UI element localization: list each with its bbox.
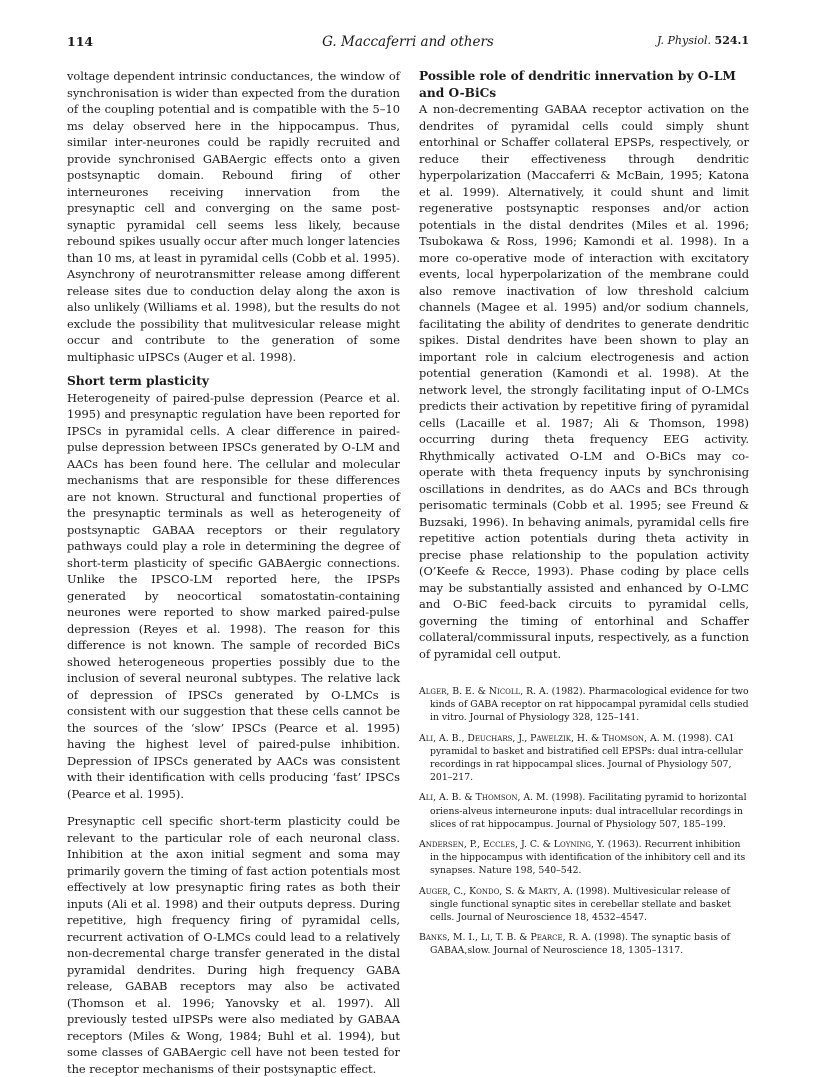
reference-entry [419,931,749,957]
running-title: G. Maccaferri and others [322,34,494,50]
body-paragraph: A non-decrementing GABAA receptor activation on the dendrites of pyramidal cells could simply shunt entorhinal or Schaffer collateral EPSPs, respectively, or reduce their effectiveness through dendritic hyperpolarization (Maccaferri & McBain, 1995; Katona et al. 1999). Alternatively, it could shunt and limit regenerative postsynaptic responses and/or action potentials in the distal dendrites (Miles et al. 1996; Tsubokawa & Ross, 1996; Kamondi et al. 1998). In a more co-operative mode of interaction with excitatory events, local hyperpolarization of the membrane could also remove inactivation of low threshold calcium channels (Magee et al. 1995) and/or sodium channels, facilitating the ability of dendrites to generate dendritic spikes. Distal dendrites have been shown to play an important role in calcium electrogenesis and action potential generation (Kamondi et al. 1998). At the network level, the strongly facilitating input of O-LMCs predicts their activation by repetitive firing of pyramidal cells (Lacaille et al. 1987; Ali & Thomson, 1998) occurring during theta frequency EEG activity. Rhythmically activated O-LM and O-BiCs may co-operate with theta frequency inputs by synchronising oscillations in dendrites, as do AACs and BCs through perisomatic terminals (Cobb et al. 1995; see Freund & Buzsaki, 1996). In behaving animals, pyramidal cells fire repetitive action potentials during theta activity in precise phase relationship to the population activity (O’Keefe & Recce, 1993). Phase coding by place cells may be substantially assisted and enhanced by O-LMC and O-BiC feed-back circuits to pyramidal cells, governing the timing of entorhinal and Schaffer collateral/commissural inputs, respectively, as a function of pyramidal cell output. [419,102,749,661]
reference-authors: Ali, A. B., Deuchars, J., Pawelzik, H. & Thomson, A. M. [419,732,676,744]
journal-volume: 524.1 [714,34,749,47]
reference-entry [419,885,749,925]
reference-details: (1998). Facilitating pyramid to horizontal oriens-alveus interneurone inputs: dual intracellular recordings in slices of rat hippocampus. Journal of Physiology 507, 185–199. [430,792,747,830]
left-column [67,68,400,1077]
reference-list [419,685,749,965]
reference-entry [419,685,749,725]
journal-reference [657,34,749,47]
reference-details: (1998). The synaptic basis of GABAA,slow. Journal of Neuroscience 18, 1305–1317. [430,932,730,957]
right-column [419,68,749,662]
body-paragraph: Presynaptic cell specific short-term plasticity could be relevant to the particular role of each neuronal class. Inhibition at the axon initial segment and soma may primarily govern the timing of fast action potentials most effectively at low presynaptic firing rates as both their inputs (Ali et al. 1998) and their outputs depress. During repetitive, high frequency firing of pyramidal cells, recurrent activation of O-LMCs could lead to a relatively non-decremental charge transfer generated in the distal pyramidal dendrites. During high frequency GABA release, GABAB receptors may also be activated (Thomson et al. 1996; Yanovsky et al. 1997). All previously tested uIPSPs were also mediated by GABAA receptors (Miles & Wong, 1984; Buhl et al. 1994), but some classes of GABAergic cell have not been tested for the receptor mechanisms of their postsynaptic effect. [67,814,400,1076]
reference-entry [419,732,749,785]
reference-entry [419,791,749,831]
section-heading: Possible role of dendritic innervation by O-LM and O-BiCs [419,69,736,100]
reference-details: (1998). CA1 pyramidal to basket and bistratified cell EPSPs: dual intra-cellular recordings in rat hippocampal slices. Journal of Physiology 507, 201–217. [430,732,743,784]
section-heading: Short term plasticity [67,374,209,388]
reference-details: (1963). Recurrent inhibition in the hippocampus with identification of the inhibitory cell and its synapses. Nature 198, 540–542. [430,839,746,877]
reference-authors: Banks, M. I., Li, T. B. & Pearce, R. A. [419,932,592,944]
reference-details: (1998). Multivesicular release of single functional synaptic sites in cerebellar stellate and basket cells. Journal of Neuroscience 18, 4532–4547. [430,885,731,924]
reference-authors: Alger, B. E. & Nicoll, R. A. [419,686,549,697]
journal-name: J. Physiol. [656,34,712,47]
reference-entry [419,838,749,878]
reference-details: (1982). Pharmacological evidence for two kinds of GABA receptor on rat hippocampal pyramidal cells studied in vitro. Journal of Physiology 328, 125–141. [430,686,749,724]
page-number: 114 [67,34,94,49]
reference-authors: Ali, A. B. & Thomson, A. M. [419,792,549,804]
reference-authors: Auger, C., Kondo, S. & Marty, A. [419,885,573,897]
reference-authors: Andersen, P., Eccles, J. C. & Loyning, Y. [419,839,605,851]
body-paragraph: voltage dependent intrinsic conductances, the window of synchronisation is wider than expected from the duration of the coupling potential and is compatible with the 5–10 ms delay observed here in the hippocampus. Thus, similar inter-neurones could be rapidly recruited and provide synchronised GABAergic effects onto a given postsynaptic domain. Rebound firing of other interneurones receiving innervation from the presynaptic cell and converging on the same post-synaptic pyramidal cell seems less likely, because rebound spikes usually occur after much longer latencies than 10 ms, at least in pyramidal cells (Cobb et al. 1995). Asynchrony of neurotransmitter release among different release sites due to conduction delay along the axon is also unlikely (Williams et al. 1998), but the results do not exclude the possibility that mulitvesicular release might occur and contribute to the generation of some multiphasic uIPSCs (Auger et al. 1998). [67,69,400,364]
body-paragraph: Heterogeneity of paired-pulse depression (Pearce et al. 1995) and presynaptic regulation have been reported for IPSCs in pyramidal cells. A clear difference in paired-pulse depression between IPSCs generated by O-LM and AACs has been found here. The cellular and molecular mechanisms that are responsible for these differences are not known. Structural and functional properties of the presynaptic terminals as well as heterogeneity of postsynaptic GABAA receptors or their regulatory pathways could play a role in determining the degree of short-term plasticity of specific GABAergic connections. Unlike the IPSCO-LM reported here, the IPSPs generated by neocortical somatostatin-containing neurones were reported to show marked paired-pulse depression (Reyes et al. 1998). The reason for this difference is not known. The sample of recorded BiCs showed heterogeneous properties possibly due to the inclusion of several neuronal subtypes. The relative lack of depression of IPSCs generated by O-LMCs is consistent with our suggestion that these cells cannot be the sources of the ‘slow’ IPSCs (Pearce et al. 1995) having the highest level of paired-pulse inhibition. Depression of IPSCs generated by AACs was consistent with their identification with cells producing ‘fast’ IPSCs (Pearce et al. 1995). [67,390,400,801]
page-header [67,34,749,54]
